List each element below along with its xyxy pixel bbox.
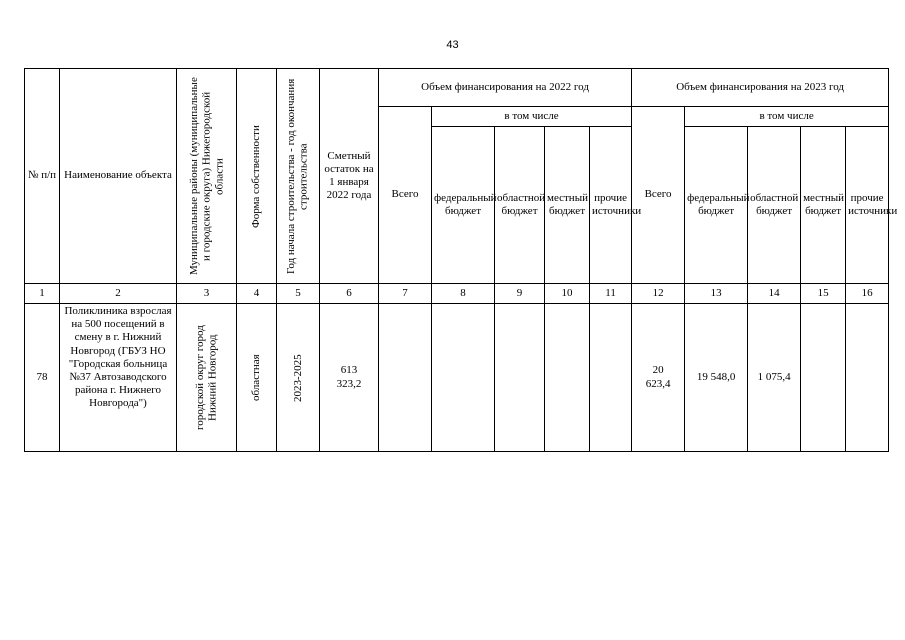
row-district-cell (177, 304, 237, 452)
row-n: 78 (25, 304, 60, 452)
header-row-1 (25, 69, 889, 107)
header-regional-2023: областной бюджет (748, 127, 801, 284)
header-including-2023: в том числе (685, 107, 889, 127)
page-number: 43 (446, 39, 459, 51)
column-number: 5 (277, 284, 320, 304)
row-years-cell (277, 304, 320, 452)
header-including-2022: в том числе (432, 107, 632, 127)
column-numbers-row (25, 284, 889, 304)
header-years: Год начала строительства - год окончания строительства (285, 78, 310, 274)
row-district: городской округ город Нижний Новгород (193, 325, 219, 430)
row-local-2022 (545, 304, 590, 452)
row-name: Поликлиника взрослая на 500 посещений в смену в г. Нижний Новгород (ГБУЗ НО "Городская больница №37 Автозаводского района г. Нижнего Новгорода") (60, 304, 177, 452)
row-regional-2023: 1 075,4 (748, 304, 801, 452)
header-form: Форма собственности (250, 124, 263, 228)
row-federal-2022 (432, 304, 495, 452)
header-fin-2023: Объем финансирования на 2023 год (632, 69, 889, 107)
header-federal-2023: федеральный бюджет (685, 127, 748, 284)
row-other-2022 (590, 304, 632, 452)
column-number: 6 (320, 284, 379, 304)
row-years: 2023-2025 (291, 353, 304, 402)
column-number: 3 (177, 284, 237, 304)
column-number: 2 (60, 284, 177, 304)
column-number: 11 (590, 284, 632, 304)
row-balance: 613 323,2 (320, 304, 379, 452)
row-total-2023: 20 623,4 (632, 304, 685, 452)
header-n: № п/п (25, 69, 60, 284)
header-years-cell (277, 69, 320, 284)
column-number: 10 (545, 284, 590, 304)
row-regional-2022 (495, 304, 545, 452)
row-form: областная (250, 354, 263, 401)
header-regional-2022: областной бюджет (495, 127, 545, 284)
header-fin-2022: Объем финансирования на 2022 год (379, 69, 632, 107)
header-total-2022: Всего (379, 107, 432, 284)
column-number: 4 (237, 284, 277, 304)
header-local-2023: местный бюджет (801, 127, 846, 284)
header-district: Муниципальные районы (муниципальные и городские округа) Нижегородской области (187, 77, 225, 275)
table-row (25, 304, 889, 452)
column-number: 9 (495, 284, 545, 304)
column-number: 8 (432, 284, 495, 304)
header-federal-2022: федеральный бюджет (432, 127, 495, 284)
row-total-2022 (379, 304, 432, 452)
column-number: 12 (632, 284, 685, 304)
header-form-cell (237, 69, 277, 284)
header-other-2023: прочие источники (846, 127, 889, 284)
column-number: 14 (748, 284, 801, 304)
column-number: 15 (801, 284, 846, 304)
column-number: 13 (685, 284, 748, 304)
row-federal-2023: 19 548,0 (685, 304, 748, 452)
header-district-cell (177, 69, 237, 284)
row-local-2023 (801, 304, 846, 452)
column-number: 1 (25, 284, 60, 304)
row-form-cell (237, 304, 277, 452)
header-other-2022: прочие источники (590, 127, 632, 284)
header-local-2022: местный бюджет (545, 127, 590, 284)
column-number: 7 (379, 284, 432, 304)
header-name: Наименование объекта (60, 69, 177, 284)
column-number: 16 (846, 284, 889, 304)
header-total-2023: Всего (632, 107, 685, 284)
row-other-2023 (846, 304, 889, 452)
financing-table (24, 68, 898, 452)
header-balance: Сметный остаток на 1 января 2022 года (320, 69, 379, 284)
